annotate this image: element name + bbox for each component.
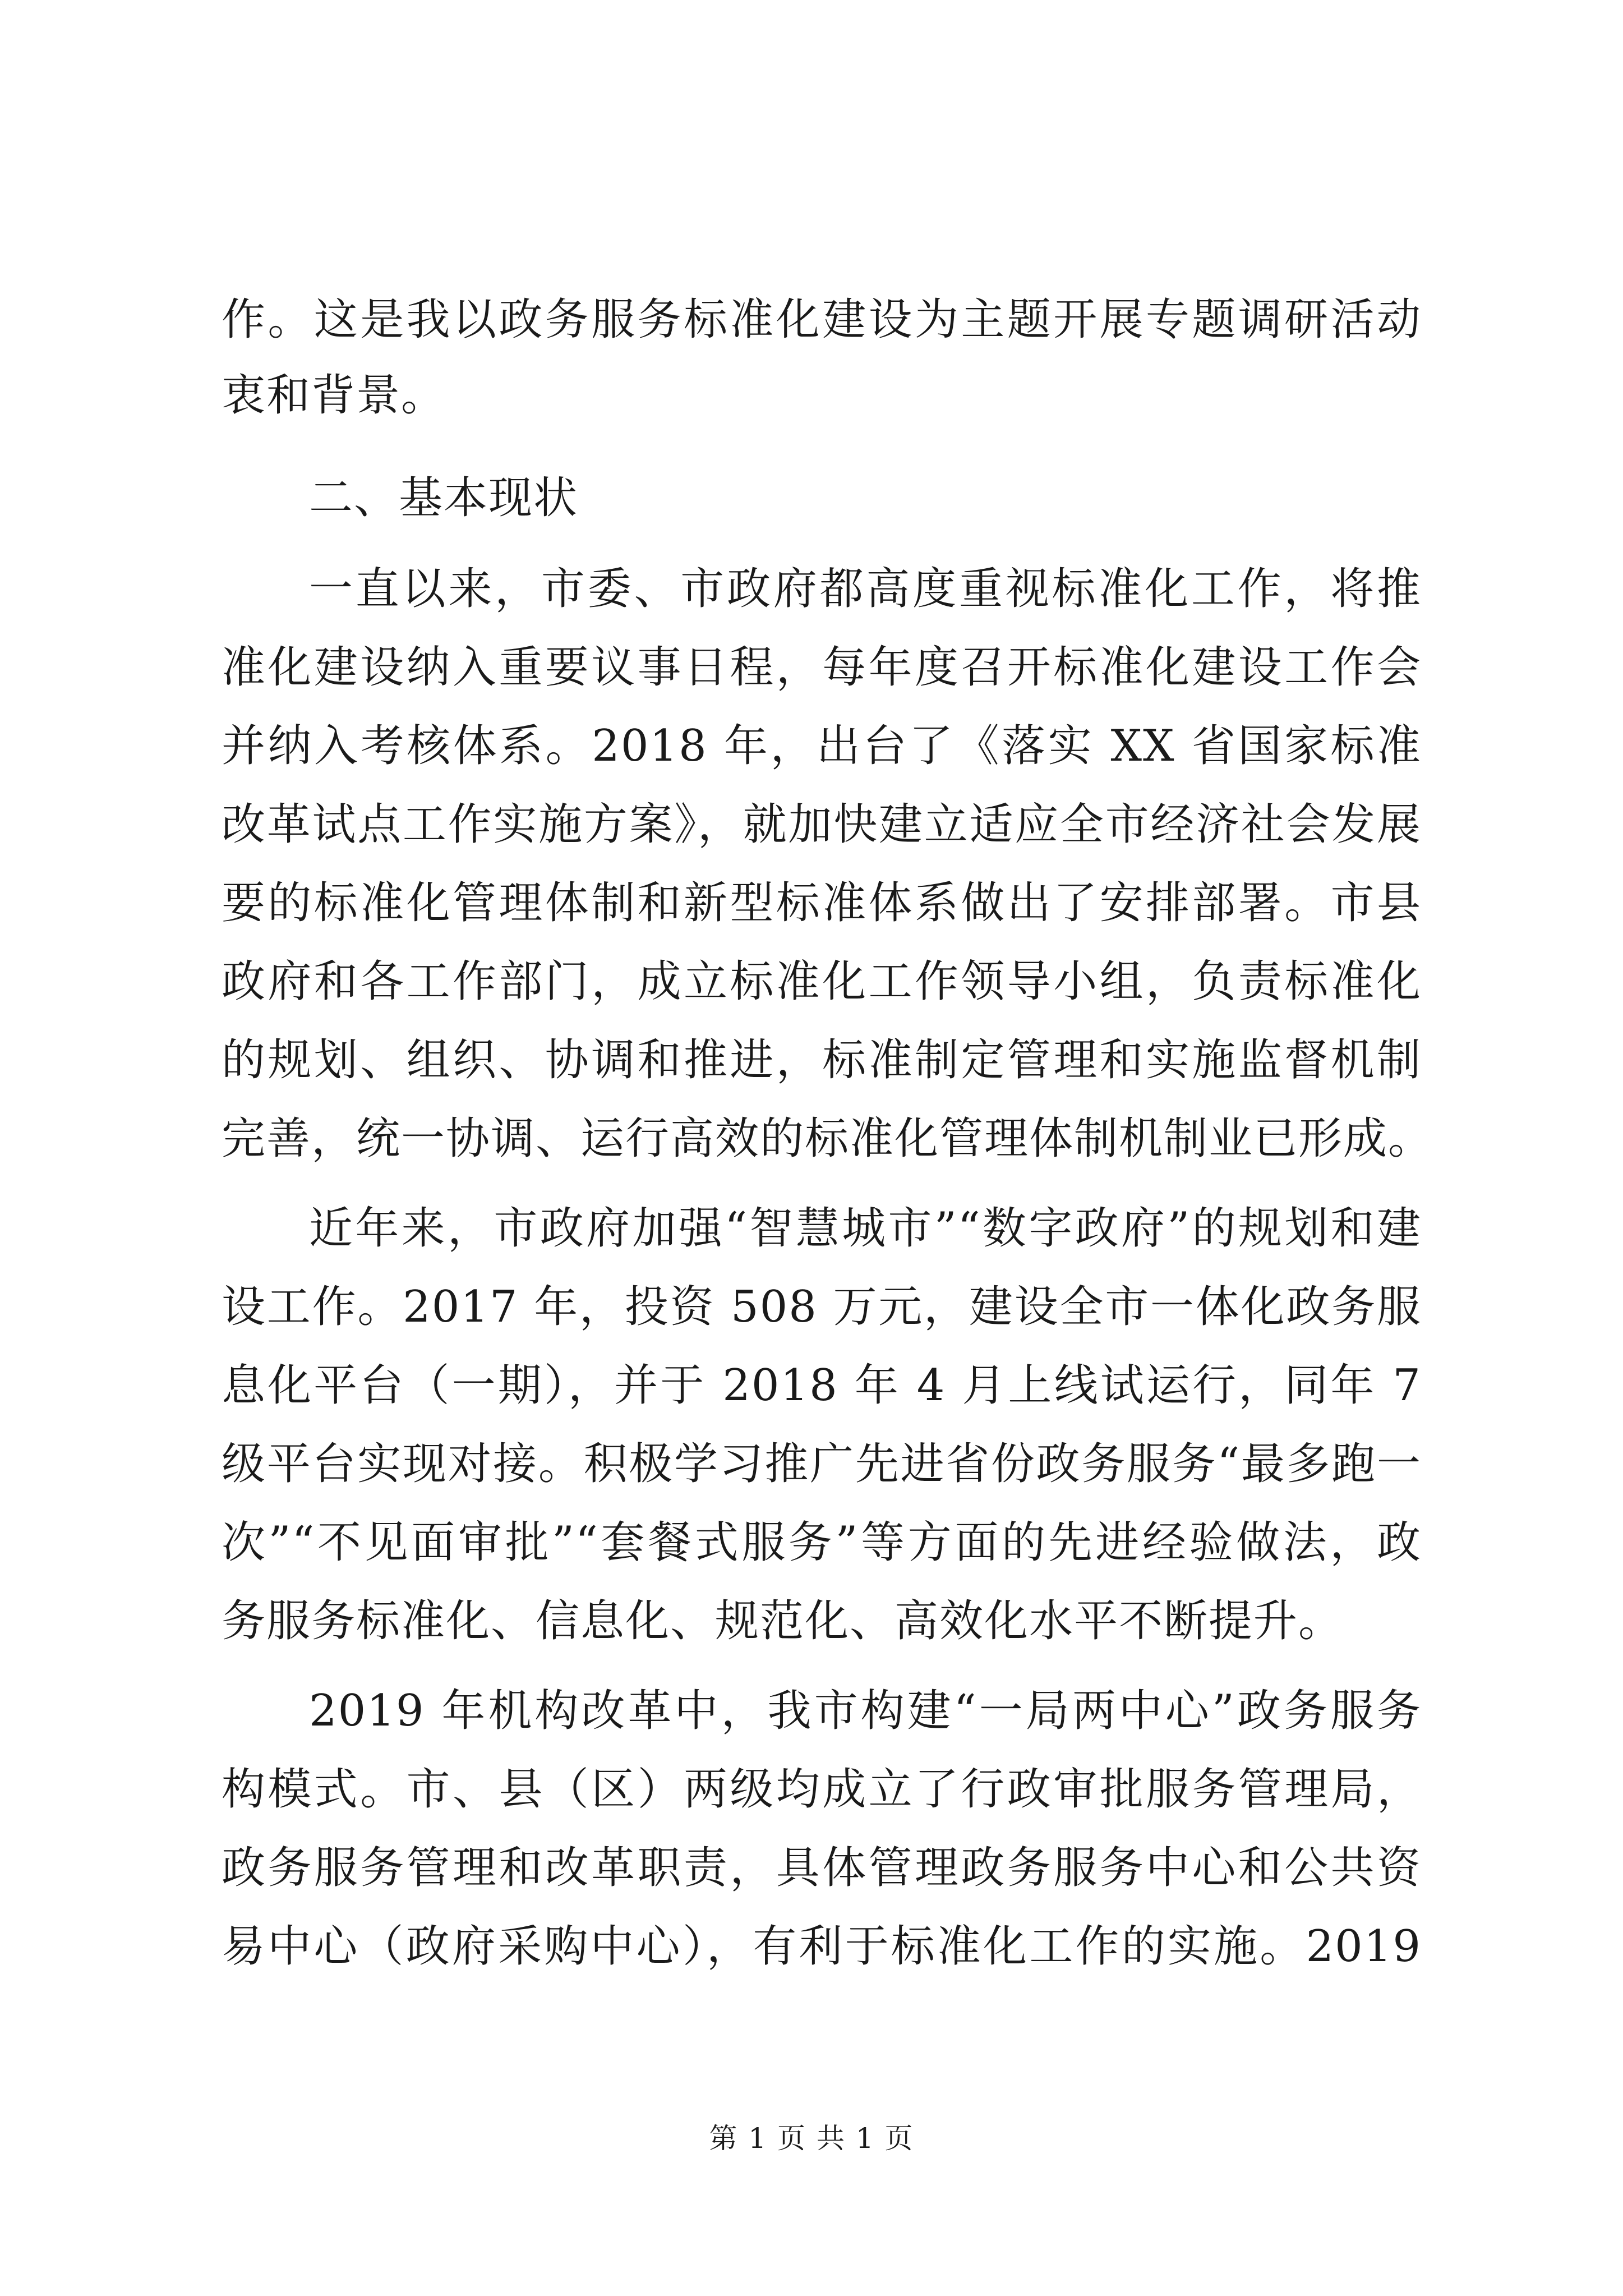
text-line: 息化平台（一期），并于 2018 年 4 月上线试运行，同年 7 (222, 1360, 1422, 1411)
text-line: 的规划、组织、协调和推进，标准制定管理和实施监督机制 (222, 1035, 1422, 1085)
text-line: 政务服务管理和改革职责，具体管理政务服务中心和公共资 (222, 1843, 1422, 1893)
text-line: 务服务标准化、信息化、规范化、高效化水平不断提升。 (222, 1596, 1344, 1646)
text-line: 一直以来，市委、市政府都高度重视标准化工作，将推 (309, 564, 1422, 614)
text-line: 并纳入考核体系。2018 年，出台了《落实 XX 省国家标准 (222, 721, 1422, 771)
text-line: 准化建设纳入重要议事日程，每年度召开标准化建设工作会 (222, 642, 1422, 693)
text-line: 易中心（政府采购中心），有利于标准化工作的实施。2019 (222, 1921, 1422, 1972)
text-line: 构模式。市、县（区）两级均成立了行政审批服务管理局， (222, 1764, 1422, 1815)
page-footer: 第 1 页 共 1 页 (709, 2122, 914, 2155)
text-line: 作。这是我以政务服务标准化建设为主题开展专题调研活动 (222, 295, 1422, 345)
text-line: 改革试点工作实施方案》，就加快建立适应全市经济社会发展 (222, 799, 1422, 850)
text-line: 次”“不见面审批”“套餐式服务”等方面的先进经验做法，政 (222, 1517, 1422, 1568)
text-line: 设工作。2017 年，投资 508 万元，建设全市一体化政务服 (222, 1282, 1422, 1332)
text-line: 衷和背景。 (222, 370, 446, 421)
text-line: 级平台实现对接。积极学习推广先进省份政务服务“最多跑一 (222, 1439, 1422, 1489)
text-line: 近年来，市政府加强“智慧城市”“数字政府”的规划和建 (309, 1203, 1422, 1254)
text-line: 要的标准化管理体制和新型标准体系做出了安排部署。市县 (222, 878, 1422, 928)
text-line: 政府和各工作部门，成立标准化工作领导小组，负责标准化 (222, 956, 1422, 1007)
text-line: 完善，统一协调、运行高效的标准化管理体制机制业已形成。 (222, 1114, 1433, 1164)
text-line: 2019 年机构改革中，我市构建“一局两中心”政务服务 (309, 1686, 1422, 1736)
section-heading: 二、基本现状 (309, 473, 579, 523)
